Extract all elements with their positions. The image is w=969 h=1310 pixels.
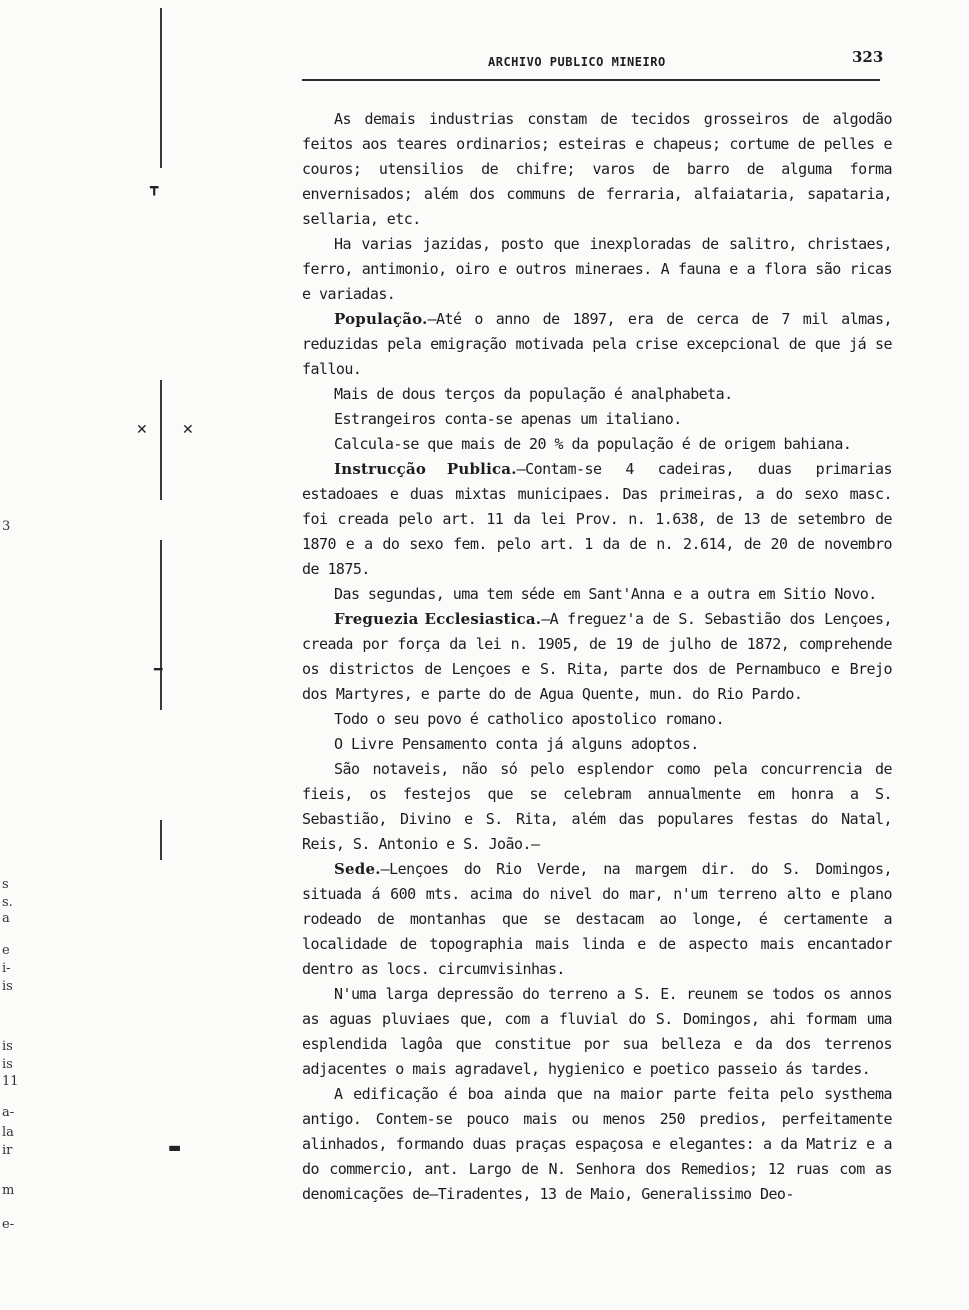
section-heading-freguezia: Freguezia Ecclesiastica. bbox=[334, 610, 542, 628]
gutter-mark-4: ━ bbox=[154, 662, 163, 678]
paragraph bbox=[302, 407, 892, 432]
margin-fragment: is bbox=[2, 979, 13, 994]
paragraph-text: —Até o anno de 1897, era de cerca de 7 mil almas, reduzidas pela emigração motivada pela crise excepcional de que já se fallou. bbox=[302, 310, 892, 378]
section-heading-populacao: População. bbox=[334, 310, 428, 328]
margin-fragment: i- bbox=[2, 961, 11, 976]
running-header-title: ARCHIVO PUBLICO MINEIRO bbox=[488, 55, 666, 69]
body-text bbox=[302, 107, 892, 1207]
gutter-mark-1: ┳ bbox=[150, 180, 159, 196]
paragraph-text: —Lençoes do Rio Verde, na margem dir. do S. Domingos, situada á 600 mts. acima do nivel do mar, n'um terreno alto e plano rodeado de montanhas que se destacam ao longe, é certamente a localidade de topographia mais linda e de aspecto mais encantador dentro as locs. circumvisinhas. bbox=[302, 860, 892, 978]
page-number: 323 bbox=[852, 48, 884, 66]
paragraph bbox=[302, 982, 892, 1082]
paragraph bbox=[302, 707, 892, 732]
paragraph bbox=[302, 1082, 892, 1207]
margin-fragment: a bbox=[2, 911, 10, 926]
paragraph-text: —A freguez'a de S. Sebastião dos Lençoes, creada por força da lei n. 1905, de 19 de julho de 1872, comprehende os districtos de Lençoes e S. Rita, parte dos de Pernambuco e Brejo dos Martyres, e parte do de Agua Quente, mun. do Rio Pardo. bbox=[302, 610, 892, 703]
paragraph-text: O Livre Pensamento conta já alguns adoptos. bbox=[334, 735, 699, 753]
paragraph bbox=[302, 757, 892, 857]
paragraph-text: Estrangeiros conta-se apenas um italiano. bbox=[334, 410, 682, 428]
gutter-line-bottom bbox=[160, 820, 162, 860]
paragraph bbox=[302, 307, 892, 382]
paragraph bbox=[302, 107, 892, 232]
margin-fragment: e bbox=[2, 943, 10, 958]
margin-fragment: s bbox=[2, 877, 9, 892]
gutter-mark-2: ✕ bbox=[136, 422, 148, 438]
paragraph-text: A edificação é boa ainda que na maior parte feita pelo systhema antigo. Contem-se pouco mais ou menos 250 predios, perfeitamente alinhados, formando duas praças espaçosa e elegantes: a da Matriz e a do commercio, ant. Largo de N. Senhora dos Remedios; 12 ruas com as denomicações de—Tiradentes, 13 de Maio, Generalissimo Deo- bbox=[302, 1085, 892, 1203]
gutter-mark-3: ✕ bbox=[182, 422, 194, 438]
section-heading-instrucao-publica: Instrucção Publica. bbox=[334, 460, 517, 478]
paragraph-text: Ha varias jazidas, posto que inexploradas de salitro, christaes, ferro, antimonio, oiro e outros mineraes. A fauna e a flora são ricas e variadas. bbox=[302, 235, 892, 303]
margin-fragment: m bbox=[2, 1183, 15, 1198]
paragraph bbox=[302, 857, 892, 982]
margin-fragment: ir bbox=[2, 1143, 13, 1158]
margin-fragment: 3 bbox=[2, 519, 11, 534]
paragraph bbox=[302, 232, 892, 307]
gutter-line-mid bbox=[160, 380, 162, 500]
margin-fragment: 11 bbox=[2, 1074, 19, 1089]
paragraph-text: N'uma larga depressão do terreno a S. E. reunem se todos os annos as aguas pluviaes que, com a fluvial do S. Domingos, ahi formam uma esplendida lagôa que constitue por sua belleza e da dos terrenos adjacentes o mais agradavel, hygienico e poetico passeio ás tardes. bbox=[302, 985, 892, 1078]
margin-fragment: s. bbox=[2, 895, 13, 910]
paragraph-text: As demais industrias constam de tecidos grosseiros de algodão feitos aos teares ordinarios; esteiras e chapeus; cortume de pelles e couros; utensilios de chifre; varos de barro de alguma forma envernisados; além dos communs de ferraria, alfaiataria, sapataria, sellaria, etc. bbox=[302, 110, 892, 228]
margin-fragment: e- bbox=[2, 1217, 15, 1232]
header-rule bbox=[302, 79, 880, 81]
margin-fragment: is bbox=[2, 1039, 13, 1054]
section-heading-sede: Sede. bbox=[334, 860, 381, 878]
paragraph-text: Das segundas, uma tem séde em Sant'Anna e a outra em Sitio Novo. bbox=[334, 585, 877, 603]
margin-fragment: a- bbox=[2, 1105, 15, 1120]
gutter-line-lower bbox=[160, 540, 162, 710]
paragraph bbox=[302, 432, 892, 457]
paragraph bbox=[302, 457, 892, 582]
paragraph-text: —Contam-se 4 cadeiras, duas primarias estadoaes e duas mixtas municipaes. Das primeiras, a do sexo masc. foi creada pelo art. 11 da lei Prov. n. 1.638, de 13 de setembro de 1870 e a do sexo fem. pelo art. 1 da de n. 2.614, de 20 de novembro de 1875. bbox=[302, 460, 892, 578]
paragraph-text: São notaveis, não só pelo esplendor como pela concurrencia de fieis, os festejos que se celebram annualmente em honra a S. Sebastião, Divino e S. Rita, além das populares festas do Natal, Reis, S. Antonio e S. João.— bbox=[302, 760, 892, 853]
gutter-mark-5: ▬ bbox=[168, 1140, 182, 1156]
margin-fragment: is bbox=[2, 1057, 13, 1072]
gutter-line-top bbox=[160, 8, 162, 168]
paragraph bbox=[302, 732, 892, 757]
paragraph bbox=[302, 607, 892, 707]
margin-fragment: la bbox=[2, 1125, 14, 1140]
paragraph-text: Calcula-se que mais de 20 % da população é de origem bahiana. bbox=[334, 435, 852, 453]
paragraph bbox=[302, 382, 892, 407]
paragraph bbox=[302, 582, 892, 607]
paragraph-text: Mais de dous terços da população é analphabeta. bbox=[334, 385, 733, 403]
paragraph-text: Todo o seu povo é catholico apostolico romano. bbox=[334, 710, 725, 728]
